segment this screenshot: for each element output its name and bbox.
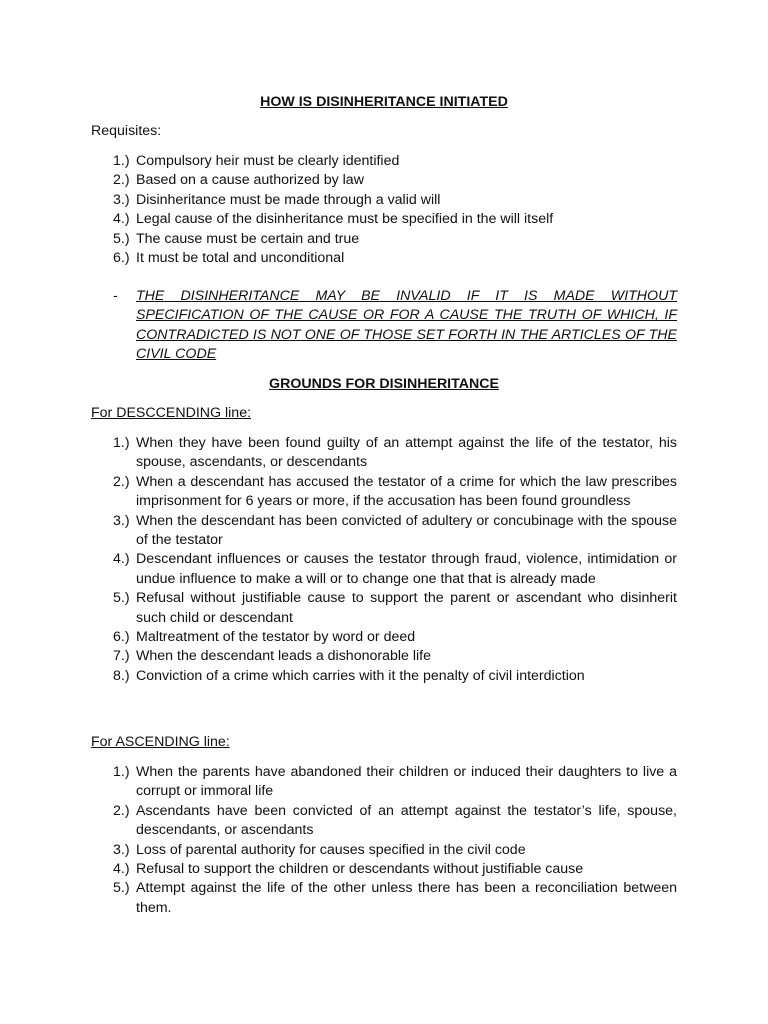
list-item-text: Compulsory heir must be clearly identified: [136, 153, 400, 169]
list-item: [113, 879, 677, 918]
list-item: [113, 841, 677, 860]
list-item-text: When they have been found guilty of an attempt against the life of the testator, his spouse, ascendants, or descendants: [136, 435, 677, 471]
list-item-number: 8.): [113, 667, 130, 684]
list-item: [113, 550, 677, 589]
list-item-text: Loss of parental authority for causes specified in the civil code: [136, 841, 526, 858]
descending-list: [113, 434, 677, 686]
note-bullet: -: [113, 288, 118, 304]
descending-heading: For DESCCENDING line:: [91, 405, 252, 421]
invalidity-note: [113, 287, 677, 365]
list-item-number: 5.): [113, 880, 130, 897]
list-item: [113, 647, 677, 666]
note-text: THE DISINHERITANCE MAY BE INVALID IF IT IS MADE WITHOUT SPECIFICATION OF THE CAUSE OR FOR A CAUSE THE TRUTH OF WHICH, IF CONTRADICTED IS NOT ONE OF THOSE SET FORTH IN THE ARTICLES OF THE CIVIL CODE: [136, 288, 677, 363]
list-item-number: 5.): [113, 230, 130, 247]
list-item-number: 7.): [113, 648, 130, 665]
list-item: [113, 473, 677, 512]
list-item-text: When the descendant has been convicted of adultery or concubinage with the spouse of the testator: [136, 512, 677, 549]
list-item-number: 6.): [113, 250, 130, 267]
list-item-text: The cause must be certain and true: [136, 230, 360, 247]
list-item-text: Maltreatment of the testator by word or deed: [136, 629, 416, 646]
list-item: [113, 210, 677, 229]
list-item: [113, 230, 677, 249]
list-item-number: 3.): [113, 512, 130, 529]
list-item: [113, 628, 677, 647]
list-item-text: Ascendants have been convicted of an attempt against the testator’s life, spouse, descendants, or ascendants: [136, 802, 677, 839]
list-item-text: It must be total and unconditional: [136, 250, 345, 267]
list-item: [113, 191, 677, 210]
requisites-heading: Requisites:: [91, 123, 162, 139]
list-item-text: When a descendant has accused the testator of a crime for which the law prescribes imprisonment for 6 years or more, if the accusation has been found groundless: [136, 473, 677, 510]
list-item: [113, 667, 677, 686]
list-item-number: 4.): [113, 211, 130, 228]
list-item-text: Attempt against the life of the other unless there has been a reconciliation between them.: [136, 880, 677, 916]
list-item: [113, 249, 677, 268]
list-item-text: Refusal to support the children or descendants without justifiable cause: [136, 861, 584, 878]
list-item: [113, 802, 677, 841]
list-item-number: 6.): [113, 629, 130, 646]
list-item: [113, 589, 677, 628]
list-item-text: Disinheritance must be made through a valid will: [136, 191, 441, 208]
list-item: [113, 763, 677, 802]
list-item-text: Conviction of a crime which carries with it the penalty of civil interdiction: [136, 667, 585, 684]
list-item-number: 4.): [113, 861, 130, 878]
document-title: HOW IS DISINHERITANCE INITIATED: [260, 94, 508, 110]
list-item-number: 2.): [113, 172, 130, 189]
list-item-number: 2.): [113, 473, 130, 490]
list-item: [113, 512, 677, 551]
list-item-text: When the descendant leads a dishonorable life: [136, 648, 431, 665]
list-item: [113, 152, 677, 171]
list-item-number: 3.): [113, 841, 130, 858]
list-item: [113, 171, 677, 190]
list-item-text: Descendant influences or causes the testator through fraud, violence, intimidation or undue influence to make a will or to change one that that is already made: [136, 551, 677, 587]
list-item-text: Legal cause of the disinheritance must be specified in the will itself: [136, 211, 554, 228]
list-item-number: 1.): [113, 764, 130, 780]
list-item: [113, 860, 677, 879]
grounds-title: GROUNDS FOR DISINHERITANCE: [269, 376, 499, 392]
list-item-number: 5.): [113, 590, 130, 607]
list-item-number: 3.): [113, 191, 130, 208]
list-item-number: 4.): [113, 551, 130, 568]
list-item-number: 2.): [113, 802, 130, 819]
list-item-text: When the parents have abandoned their children or induced their daughters to live a corrupt or immoral life: [136, 764, 677, 800]
requisites-list: [113, 152, 677, 268]
ascending-list: [113, 763, 677, 918]
list-item-text: Refusal without justifiable cause to support the parent or ascendant who disinherit such child or descendant: [136, 590, 677, 626]
list-item-text: Based on a cause authorized by law: [136, 172, 364, 189]
list-item-number: 1.): [113, 153, 130, 169]
ascending-heading: For ASCENDING line:: [91, 734, 230, 750]
list-item: [113, 434, 677, 473]
list-item-number: 1.): [113, 435, 130, 451]
